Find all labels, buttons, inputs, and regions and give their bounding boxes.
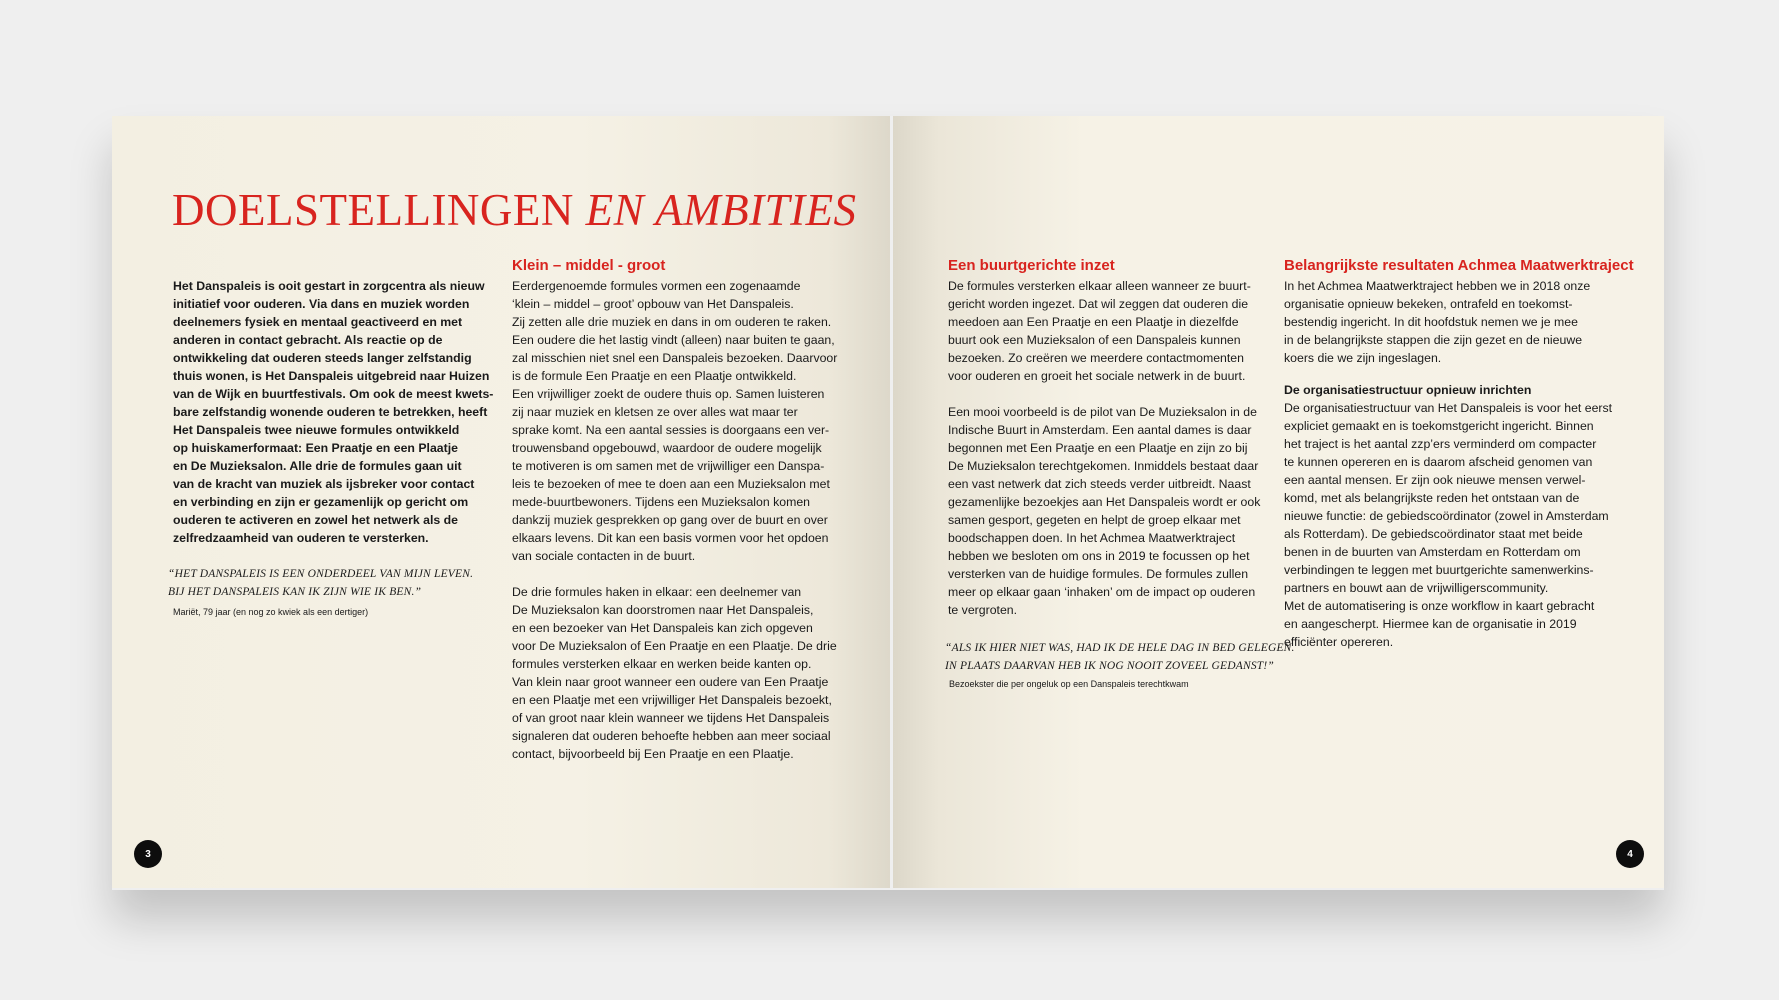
intro-paragraph xyxy=(173,277,498,547)
quote-attribution: Bezoekster die per ongeluk op een Danspaleis terechtkwam xyxy=(949,679,1189,689)
text-line: ‘klein – middel – groot’ opbouw van Het Danspaleis. xyxy=(512,297,794,311)
buurtgerichte-column xyxy=(948,257,1273,619)
text-line: initiatief voor ouderen. Via dans en muziek worden xyxy=(173,297,470,311)
text-line: het traject is het aantal zzp’ers verminderd om compacter xyxy=(1284,437,1597,451)
title-roman: DOELSTELLINGEN xyxy=(172,185,574,235)
text-line: als Rotterdam). De gebiedscoördinator staat met beide xyxy=(1284,527,1583,541)
col1-paragraph-2 xyxy=(948,403,1273,619)
text-line: in de belangrijkste stappen die zijn gezet en de nieuwe xyxy=(1284,333,1583,347)
text-line: Eerdergenoemde formules vormen een zogenaamde xyxy=(512,279,801,293)
text-line: De organisatiestructuur van Het Danspaleis is voor het eerst xyxy=(1284,401,1613,415)
text-line: elkaars levens. Dit kan een basis vormen voor het opdoen xyxy=(512,531,829,545)
text-line: verbindingen te leggen met buurtgerichte samenwerkins- xyxy=(1284,563,1594,577)
text-line: De Muzieksalon kan doorstromen naar Het Danspaleis, xyxy=(512,603,814,617)
text-line: ouderen te activeren en zowel het netwerk als de xyxy=(173,513,458,527)
text-line: hebben we besloten om ons in 2019 te focussen op het xyxy=(948,549,1250,563)
text-line: Van klein naar groot wanneer een oudere van Een Praatje xyxy=(512,675,829,689)
text-line: bezoeken. Zo creëren we meerdere contactmomenten xyxy=(948,351,1244,365)
text-line: boodschappen doen. In het Achmea Maatwerktraject xyxy=(948,531,1236,545)
text-line: trouwensband opgebouwd, waardoor de oudere mogelijk xyxy=(512,441,822,455)
text-line: zij naar muziek en kletsen ze over alles wat maar ter xyxy=(512,405,798,419)
text-line: “HET DANSPALEIS IS EEN ONDERDEEL VAN MIJN LEVEN. xyxy=(168,568,474,580)
text-line: De drie formules haken in elkaar: een deelnemer van xyxy=(512,585,802,599)
text-line: formules versterken elkaar en werken beide kanten op. xyxy=(512,657,812,671)
text-line: bestendig ingericht. In dit hoofdstuk nemen we je mee xyxy=(1284,315,1578,329)
text-line: Indische Buurt in Amsterdam. Een aantal dames is daar xyxy=(948,423,1252,437)
text-line: In het Achmea Maatwerktraject hebben we in 2018 onze xyxy=(1284,279,1591,293)
text-line: van de Wijk en buurtfestivals. Om ook de meest kwets- xyxy=(173,387,494,401)
section-title: Klein – middel - groot xyxy=(512,257,666,274)
section-paragraph-1 xyxy=(512,277,842,565)
col1-paragraph-1 xyxy=(948,277,1273,385)
text-line: Een mooi voorbeeld is de pilot van De Muzieksalon in de xyxy=(948,405,1257,419)
text-line: meedoen aan Een Praatje en een Plaatje in diezelfde xyxy=(948,315,1239,329)
text-line: gezamenlijke bezoekjes aan Het Danspaleis wordt er ook xyxy=(948,495,1261,509)
text-line: anderen in contact gebracht. Als reactie op de xyxy=(173,333,443,347)
page-number: 4 xyxy=(1616,840,1644,868)
text-line: van sociale contacten in de buurt. xyxy=(512,549,696,563)
text-line: Een oudere die het lastig vindt (alleen) naar buiten te gaan, xyxy=(512,333,835,347)
text-line: bare zelfstandig wonende ouderen te betrekken, heeft xyxy=(173,405,488,419)
text-line: Het Danspaleis twee nieuwe formules ontwikkeld xyxy=(173,423,460,437)
text-line: zelfredzaamheid van ouderen te versterken. xyxy=(173,531,429,545)
text-line: organisatie opnieuw bekeken, ontrafeld en toekomst- xyxy=(1284,297,1573,311)
text-line: zal misschien niet snel een Danspaleis bezoeken. Daarvoor xyxy=(512,351,838,365)
text-line: en verbinding en zijn er gezamenlijk op gericht om xyxy=(173,495,469,509)
text-line: BIJ HET DANSPALEIS KAN IK ZIJN WIE IK BEN.” xyxy=(168,586,422,598)
text-line: leis te bezoeken of mee te doen aan een Muzieksalon met xyxy=(512,477,830,491)
text-line: buurt ook een Muzieksalon of een Danspaleis kunnen xyxy=(948,333,1241,347)
section-paragraph-2 xyxy=(512,583,842,763)
text-line: sprake komt. Na een aantal sessies is doorgaans een ver- xyxy=(512,423,830,437)
text-line: van de kracht van muziek als ijsbreker voor contact xyxy=(173,477,475,491)
text-line: is de formule Een Praatje en een Plaatje ontwikkeld. xyxy=(512,369,797,383)
text-line: en een Plaatje met een vrijwilliger Het Danspaleis bezoekt, xyxy=(512,693,832,707)
text-line: te motiveren is om samen met de vrijwilliger een Danspa- xyxy=(512,459,825,473)
text-line: De formules versterken elkaar alleen wanneer ze buurt- xyxy=(948,279,1251,293)
text-line: contact, bijvoorbeeld bij Een Praatje en een Plaatje. xyxy=(512,747,794,761)
text-line: “ALS IK HIER NIET WAS, HAD IK DE HELE DAG IN BED GELEGEN. xyxy=(945,642,1295,654)
col2-subtitle: De organisatiestructuur opnieuw inrichten xyxy=(1284,383,1532,397)
text-line: meer op elkaar gaan ‘inhaken’ om de impact op ouderen xyxy=(948,585,1256,599)
text-line: thuis wonen, is Het Danspaleis uitgebreid naar Huizen xyxy=(173,369,490,383)
text-line: mede-buurtbewoners. Tijdens een Muzieksalon komen xyxy=(512,495,811,509)
text-line: een aantal mensen. Er zijn ook nieuwe mensen verwel- xyxy=(1284,473,1586,487)
text-line: begonnen met Een Praatje en een Plaatje en zijn zo bij xyxy=(948,441,1248,455)
text-line: voor De Muzieksalon of Een Praatje en een Plaatje. De drie xyxy=(512,639,837,653)
text-line: voor ouderen en groeit het sociale netwerk in de buurt. xyxy=(948,369,1246,383)
pull-quote xyxy=(168,565,508,601)
text-line: Zij zetten alle drie muziek en dans in om ouderen te raken. xyxy=(512,315,832,329)
col1-title: Een buurtgerichte inzet xyxy=(948,257,1115,274)
left-page xyxy=(112,116,890,888)
text-line: op huiskamerformaat: Een Praatje en een Plaatje xyxy=(173,441,458,455)
text-line: efficiënter opereren. xyxy=(1284,635,1394,649)
left-quote-block xyxy=(168,565,508,619)
title-italic: EN AMBITIES xyxy=(585,185,857,235)
page-title xyxy=(172,185,857,235)
text-line: Een vrijwilliger zoekt de oudere thuis op. Samen luisteren xyxy=(512,387,825,401)
right-page xyxy=(893,116,1664,888)
quote-attribution: Mariët, 79 jaar (en nog zo kwiek als een dertiger) xyxy=(173,607,369,617)
text-line: samen gesport, gegeten en helpt de groep elkaar met xyxy=(948,513,1241,527)
text-line: te vergroten. xyxy=(948,603,1018,617)
text-line: ontwikkeling dat ouderen steeds langer zelfstandig xyxy=(173,351,472,365)
text-line: IN PLAATS DAARVAN HEB IK NOG NOOIT ZOVEEL GEDANST!” xyxy=(945,660,1275,672)
text-line: te kunnen opereren en is daarom afscheid genomen van xyxy=(1284,455,1593,469)
right-quote-block xyxy=(945,639,1295,691)
text-line: partners en bouwt aan de vrijwilligerscommunity. xyxy=(1284,581,1549,595)
col2-paragraph-2 xyxy=(1284,399,1629,651)
resultaten-column xyxy=(1284,257,1634,651)
text-line: en een bezoeker van Het Danspaleis kan zich opgeven xyxy=(512,621,813,635)
text-line: nieuwe functie: de gebiedscoördinator (zowel in Amsterdam xyxy=(1284,509,1609,523)
col2-title: Belangrijkste resultaten Achmea Maatwerktraject xyxy=(1284,257,1634,274)
text-line: of van groot naar klein wanneer we tijdens Het Danspaleis xyxy=(512,711,830,725)
text-line: De Muzieksalon terechtgekomen. Inmiddels bestaat daar xyxy=(948,459,1259,473)
col2-paragraph-1 xyxy=(1284,277,1629,367)
klein-middel-groot-column xyxy=(512,257,842,763)
pull-quote xyxy=(945,639,1295,675)
text-line: signaleren dat ouderen behoefte hebben aan meer sociaal xyxy=(512,729,831,743)
text-line: expliciet gemaakt en is toekomstgericht ingericht. Binnen xyxy=(1284,419,1594,433)
text-line: Met de automatisering is onze workflow in kaart gebracht xyxy=(1284,599,1595,613)
text-line: Het Danspaleis is ooit gestart in zorgcentra als nieuw xyxy=(173,279,485,293)
intro-column xyxy=(173,277,498,547)
text-line: benen in de buurten van Amsterdam en Rotterdam om xyxy=(1284,545,1581,559)
text-line: koers die we zijn ingeslagen. xyxy=(1284,351,1442,365)
page-number: 3 xyxy=(134,840,162,868)
text-line: gericht worden ingezet. Dat wil zeggen dat ouderen die xyxy=(948,297,1249,311)
text-line: deelnemers fysiek en mentaal geactiveerd en met xyxy=(173,315,463,329)
text-line: en aangescherpt. Hiermee kan de organisatie in 2019 xyxy=(1284,617,1577,631)
text-line: versterken van de huidige formules. De formules zullen xyxy=(948,567,1249,581)
text-line: dankzij muziek gesprekken op gang over de buurt en over xyxy=(512,513,828,527)
text-line: komd, met als belangrijkste reden het ontstaan van de xyxy=(1284,491,1580,505)
text-line: en De Muzieksalon. Alle drie de formules gaan uit xyxy=(173,459,462,473)
text-line: een vast netwerk dat zich steeds verder uitbreidt. Naast xyxy=(948,477,1251,491)
